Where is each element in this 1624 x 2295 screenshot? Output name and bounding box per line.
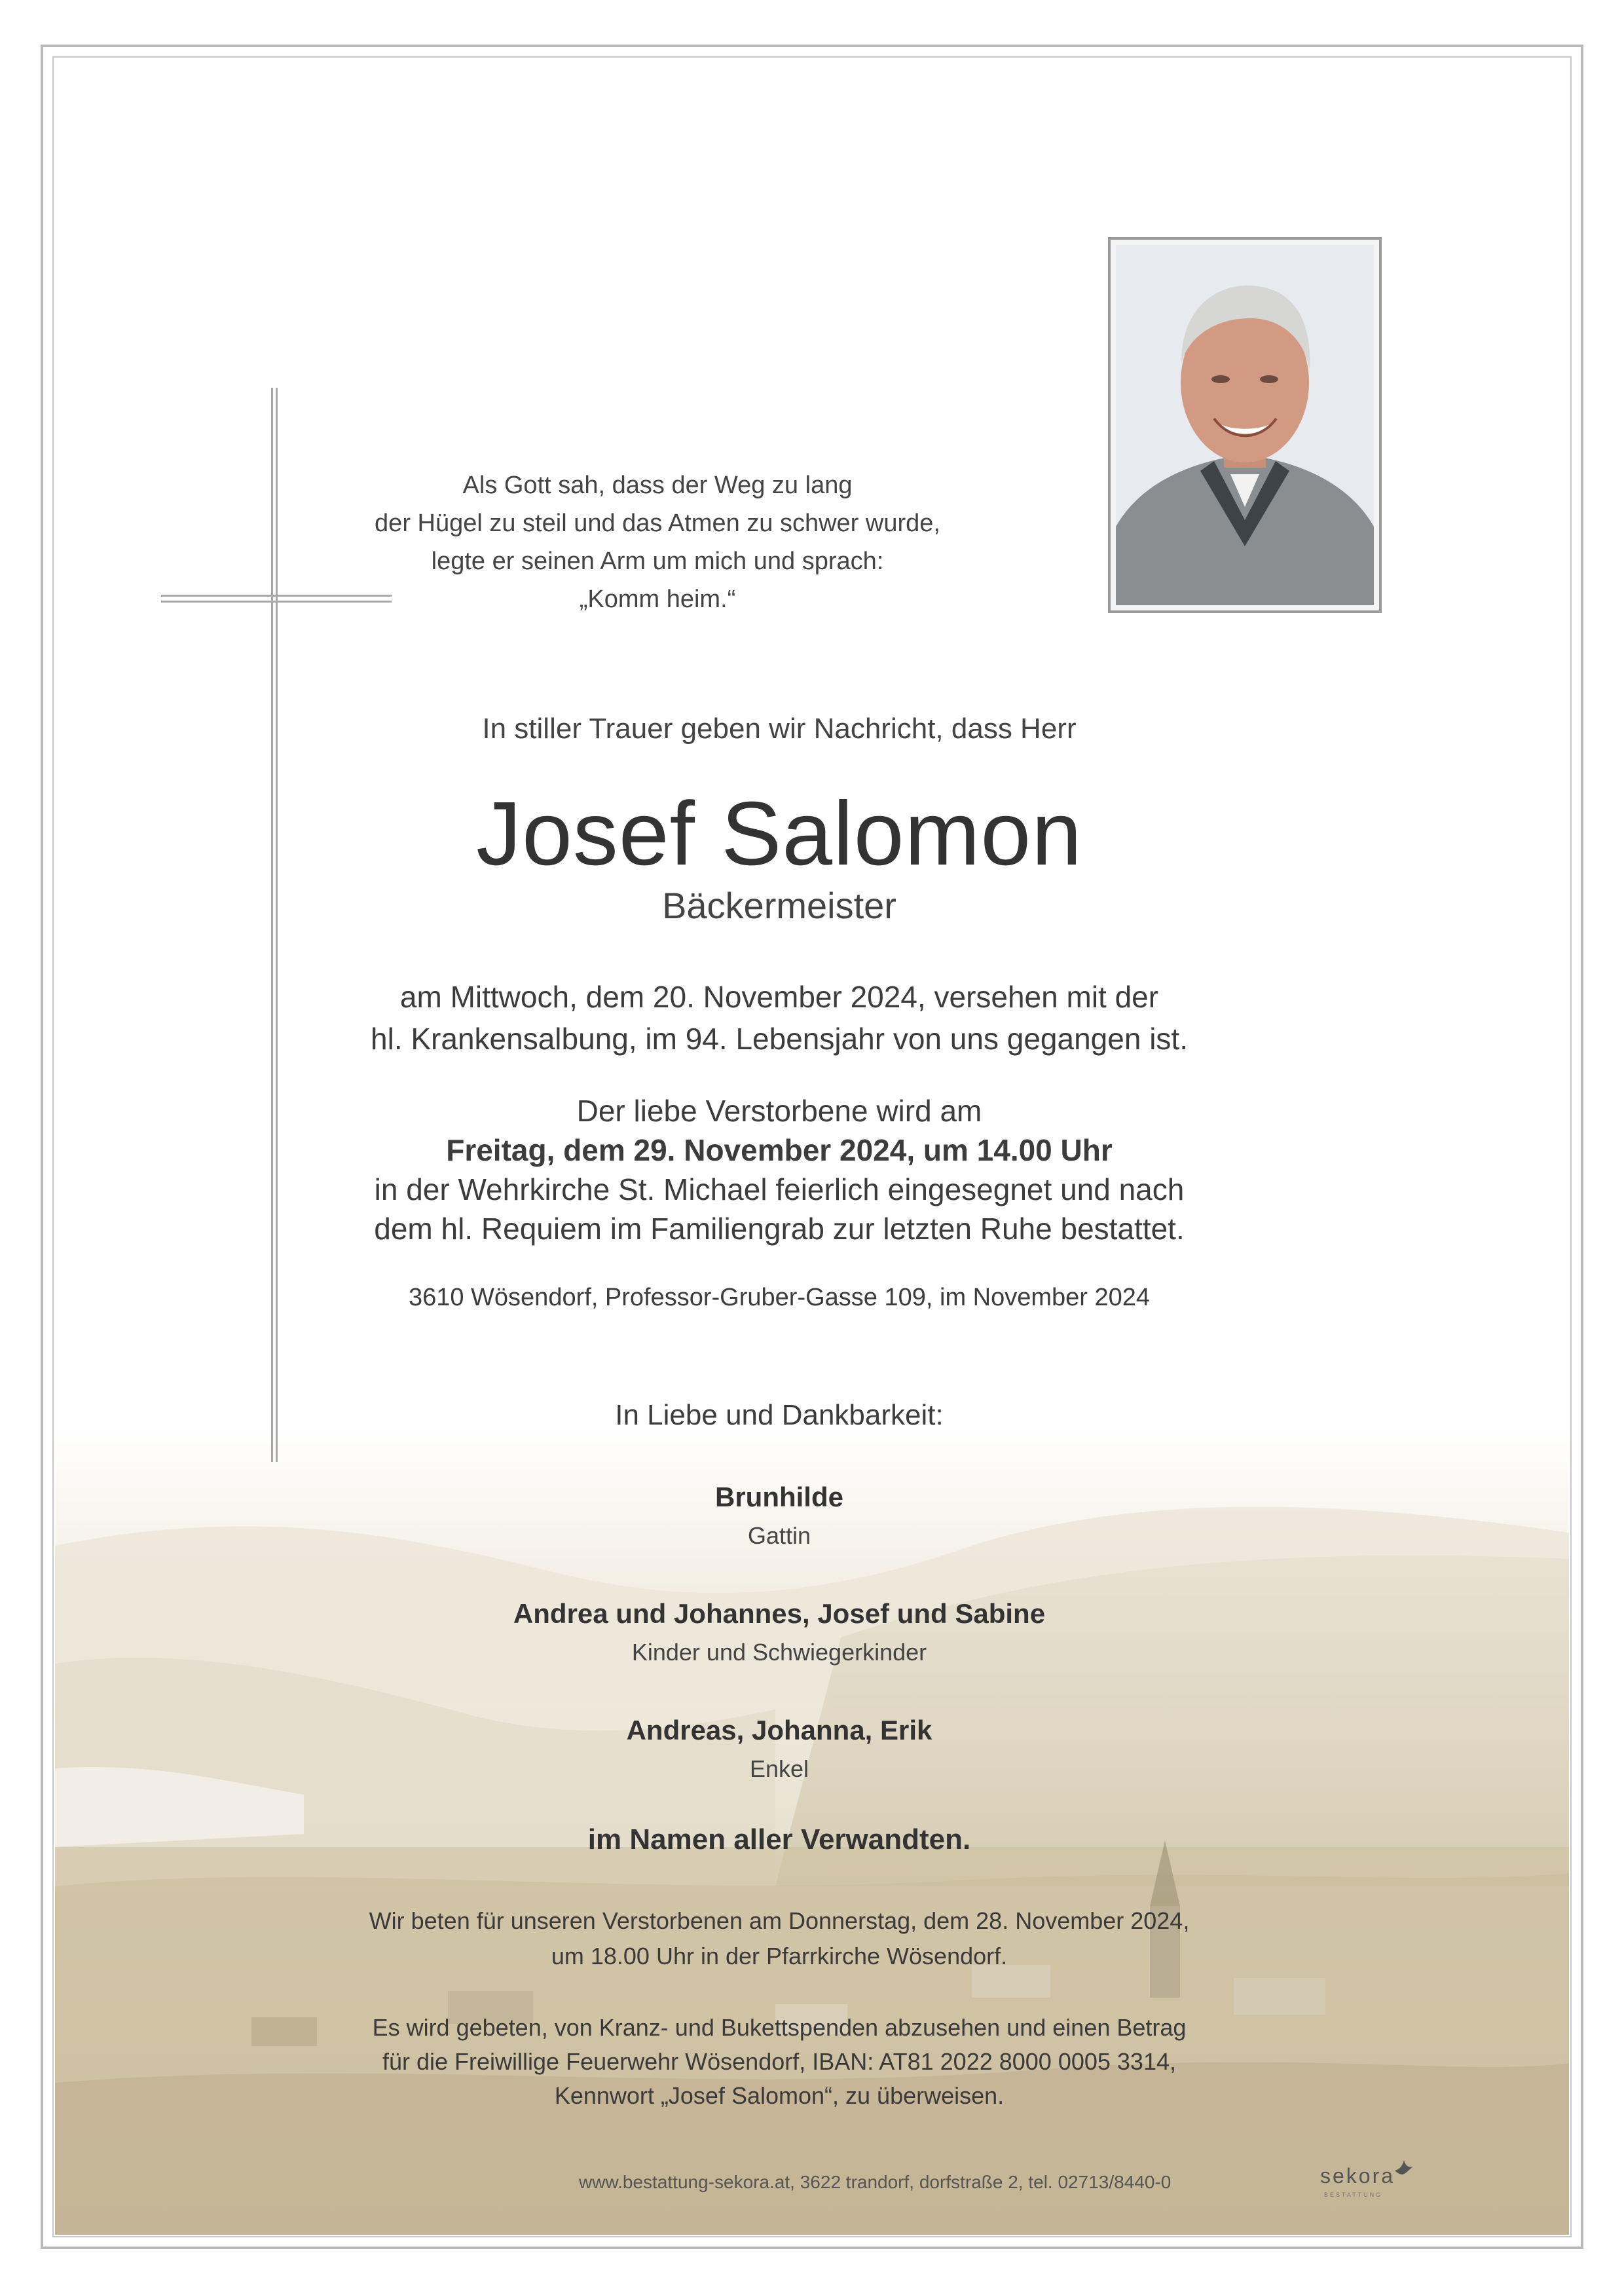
mourner-names: Brunhilde (715, 1482, 843, 1512)
poem-line: „Komm heim.“ (579, 586, 736, 613)
funeral-home-contact: www.bestattung-sekora.at, 3622 trandorf, dorfstraße 2, tel. 02713/8440-0 (579, 2172, 1172, 2192)
funeral-date-bold: Freitag, dem 29. November 2024, um 14.00 Uhr (446, 1133, 1113, 1167)
funeral-line: Der liebe Verstorbene wird am (576, 1094, 982, 1128)
bird-icon (1393, 2159, 1414, 2176)
poem-line: Als Gott sah, dass der Weg zu lang (462, 472, 853, 499)
place-date: 3610 Wösendorf, Professor-Gruber-Gasse 109, im November 2024 (408, 1284, 1151, 1311)
funeral-home-logo: sekora (1320, 2164, 1395, 2188)
mourner-relation: Enkel (749, 1755, 809, 1782)
funeral-date (0, 1130, 1591, 1170)
donation-line: Kennwort „Josef Salomon“, zu überweisen. (554, 2082, 1005, 2109)
death-notice (0, 976, 1591, 1060)
notice-intro: In stiller Trauer geben wir Nachricht, dass Herr (482, 713, 1077, 745)
death-line: am Mittwoch, dem 20. November 2024, versehen mit der (399, 980, 1159, 1014)
mourner-relation: Kinder und Schwiegerkinder (631, 1639, 927, 1666)
mourner-relation: Gattin (747, 1522, 811, 1549)
donation-line: für die Freiwillige Feuerwehr Wösendorf, IBAN: AT81 2022 8000 0005 3314, (382, 2048, 1176, 2075)
mourners-heading: In Liebe und Dankbarkeit: (615, 1399, 944, 1431)
prayer-line: Wir beten für unseren Verstorbenen am Donnerstag, dem 28. November 2024, (369, 1907, 1190, 1934)
funeral-line: dem hl. Requiem im Familiengrab zur letzten Ruhe bestattet. (374, 1212, 1185, 1246)
donation-notice (0, 2011, 1591, 2113)
poem-line: der Hügel zu steil und das Atmen zu schwer wurde, (375, 510, 940, 537)
death-line: hl. Krankensalbung, im 94. Lebensjahr von uns gegangen ist. (371, 1022, 1188, 1056)
mourner-names: Andreas, Johanna, Erik (626, 1715, 932, 1745)
prayer-notice (0, 1903, 1591, 1974)
donation-line: Es wird gebeten, von Kranz- und Bukettspenden abzusehen und einen Betrag (372, 2014, 1187, 2041)
poem-line: legte er seinen Arm um mich und sprach: (431, 548, 884, 575)
funeral-info (0, 1091, 1591, 1248)
funeral-line: in der Wehrkirche St. Michael feierlich eingesegnet und nach (374, 1172, 1185, 1206)
mourner-names: Andrea und Johannes, Josef und Sabine (513, 1598, 1046, 1629)
funeral-home-logo-sub: BESTATTUNG (1324, 2192, 1383, 2198)
deceased-title: Bäckermeister (662, 885, 896, 926)
deceased-name: Josef Salomon (476, 783, 1082, 884)
mourners-closing: im Namen aller Verwandten. (587, 1823, 971, 1856)
poem (0, 466, 1469, 618)
prayer-line: um 18.00 Uhr in der Pfarrkirche Wösendorf. (551, 1943, 1008, 1969)
